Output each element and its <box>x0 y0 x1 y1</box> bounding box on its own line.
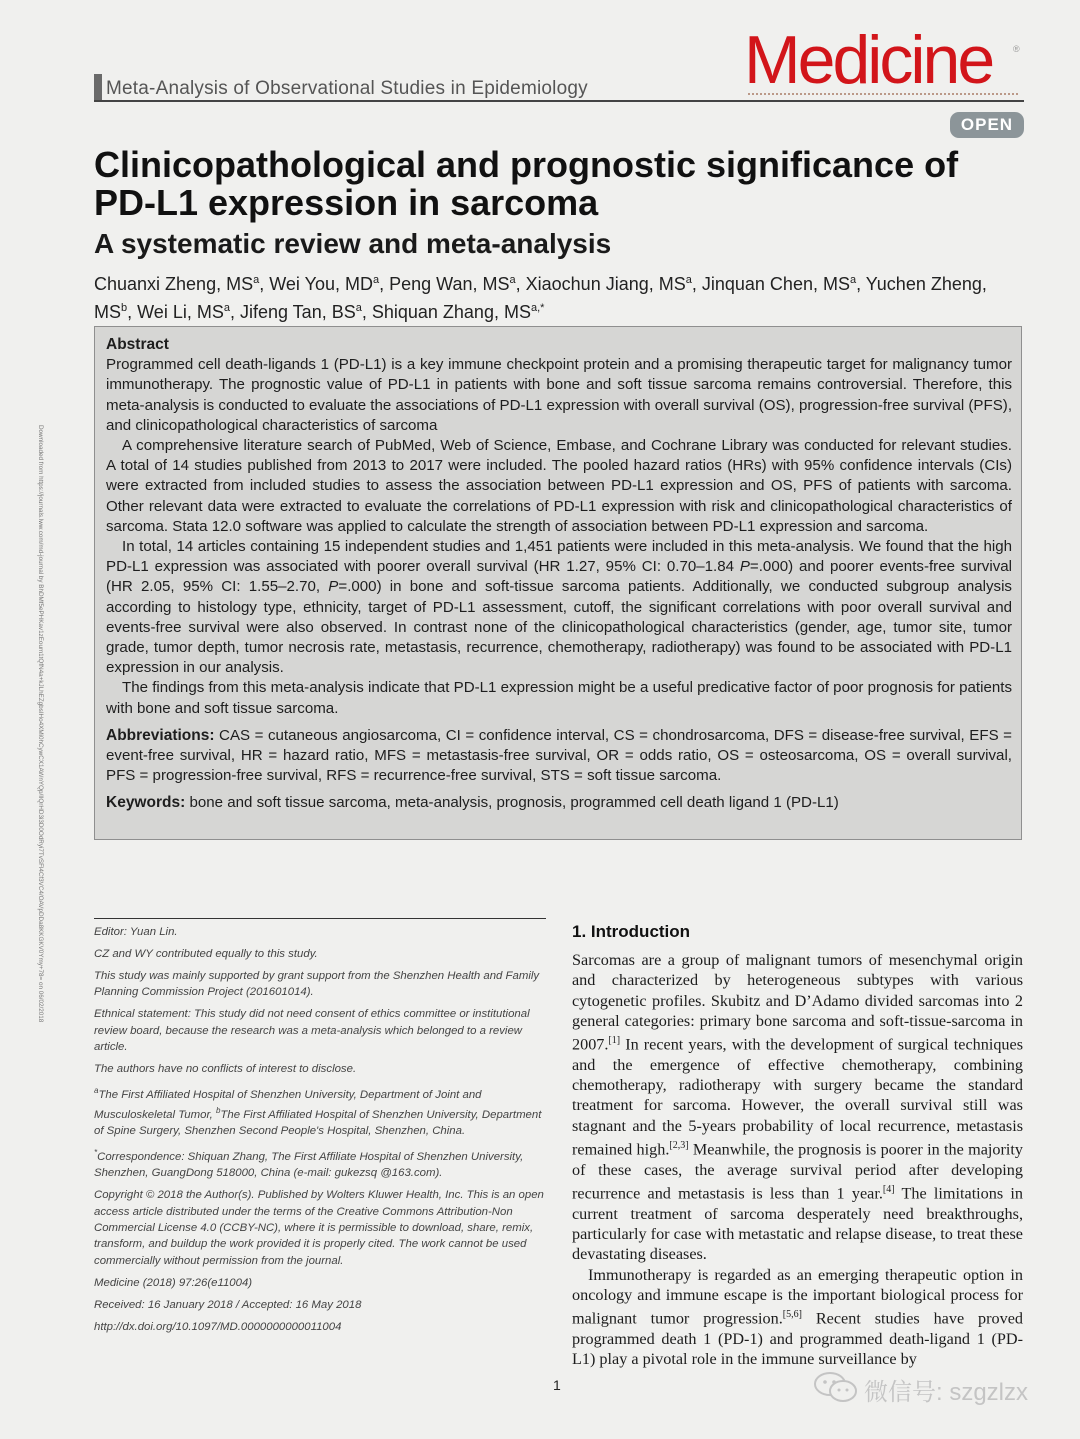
author-affiliation-mark: a <box>509 274 516 286</box>
watermark-text: 微信号: szgzlzx <box>864 1379 1029 1406</box>
editor-note: Editor: Yuan Lin. <box>94 926 178 938</box>
ethics-note: Ethnical statement: This study did not need consent of ethics committee or institutional review board, because the research was a meta-analysis which belonged to a review article. <box>94 1008 530 1053</box>
equal-contribution-note: CZ and WY contributed equally to this study. <box>94 947 318 960</box>
author-affiliation-mark: a <box>685 274 692 286</box>
author-name: Jifeng Tan, BS <box>239 302 356 322</box>
reference-link[interactable]: [4] <box>882 1184 895 1196</box>
received-accepted-dates: Received: 16 January 2018 / Accepted: 16 May 2018 <box>94 1298 362 1311</box>
author-separator: , <box>127 302 138 322</box>
affiliations: $^a$The First Affiliated Hospital of Shenzhen University, Department of Joint and Musculoskeletal Tumor, $^b$The First Affiliated Hospital of Shenzhen University, Department of Spine Surgery, Shenzhen Second People's Hospital, Shenzhen, China. <box>94 1085 542 1138</box>
intro-paragraph: Immunotherapy is regarded as an emerging therapeutic option in oncology and immune escape is the important biological process for malignant tumor progression.[5,6] Recent studies have proved programmed death 1 (PD-1) and programmed death-ligand 1 (PD-L1) play a pivotal role in the immune surveillance by <box>572 1265 1023 1369</box>
author-list <box>94 268 1024 324</box>
intro-paragraph: Sarcomas are a group of malignant tumors of mesenchymal origin and characterized by heterogeneous subtypes with various cytogenetic profiles. Skubitz and D’Adamo divided sarcomas into 2 general categories: primary bone sarcoma and soft-tissue-sarcoma in 2007.[1] In recent years, with the development of surgical techniques and the emergence of effective chemotherapy, combining chemotherapy, radiotherapy with surgery became the standard treatment for sarcoma. However, the overall survival still was stagnant and the 5-years probability of local recurrence, metastasis remained high.[2,3] Meanwhile, the prognosis is poorer in the majority of these cases, the average survival period after developing recurrence and metastasis is less than 1 year.[4] The limitations in current treatment of sarcoma desperately need breakthroughs, particularly for case with metastatic and relapse disease, to treat these devastating diseases. <box>572 951 1024 1264</box>
author-name: Shiquan Zhang, MS <box>371 302 531 322</box>
section-bar <box>94 74 102 102</box>
keywords-label: Keywords: <box>106 794 186 812</box>
author-affiliation-mark: a <box>223 302 230 314</box>
author-name: Wei You, MD <box>269 274 373 294</box>
footnote-rule <box>94 918 546 919</box>
author-separator: , <box>361 302 372 322</box>
author-separator: , <box>515 274 526 294</box>
article-subtitle: A systematic review and meta-analysis <box>94 228 612 259</box>
logo-registered-mark: ® <box>1013 44 1020 54</box>
abstract-conclusion: The findings from this meta-analysis indicate that PD-L1 expression might be a useful predicative factor of poor prognosis for patients with bone and soft tissue sarcoma. <box>106 679 1012 717</box>
doi-link[interactable]: http://dx.doi.org/10.1097/MD.0000000000011004 <box>94 1320 342 1333</box>
author-name: Wei Li, MS <box>137 302 224 322</box>
author-affiliation-mark: a <box>372 274 380 286</box>
correspondence: *Correspondence: Shiquan Zhang, The First Affiliate Hospital of Shenzhen University, Shenzhen, GuangDong 518000, China (e-mail: gukezsq @163.com). <box>94 1148 524 1180</box>
author-name: Chuanxi Zheng, MS <box>94 274 254 294</box>
reference-link[interactable]: [1] <box>608 1035 621 1047</box>
author-name: Jinquan Chen, MS <box>701 274 850 294</box>
author-affiliation-mark: a <box>253 274 260 286</box>
abstract-box <box>94 326 1022 840</box>
author-separator: , <box>229 302 240 322</box>
author-separator: , <box>379 274 390 294</box>
abstract-heading: Abstract <box>106 336 169 353</box>
abstract-results: In total, 14 articles containing 15 independent studies and 1,451 patients were included in this meta-analysis. We found that the high PD-L1 expression was associated with poorer overall survival (HR 1.27, 95% CI: 0.70–1.84 P=.000) and poorer events-free survival (HR 2.05, 95% CI: 1.55–2.70, P=.000) in bone and soft-tissue sarcoma patients. Additionally, we conducted subgroup analysis according to histology type, ethnicity, target of PD-L1 assessment, cutoff, the significant correlations with poor overall survival and events-free survival were also observed. In contrast none of the clinicopathological characteristics (gender, age, tumor site, tumor grade, tumor depth, tumor necrosis rate, metastasis, recurrence, chemotherapy, radiotherapy) was found to be associated with PD-L1 expression in our analysis. <box>106 538 1012 677</box>
author-name: Yuchen Zheng, MS <box>94 274 987 322</box>
conflict-note: The authors have no conflicts of interest to disclose. <box>94 1062 357 1075</box>
author-affiliation-mark: a <box>355 302 362 314</box>
page-number: 1 <box>553 1377 561 1393</box>
wechat-watermark <box>812 1370 1029 1406</box>
header-rule <box>94 100 1024 102</box>
author-separator: , <box>691 274 702 294</box>
author-name: Xiaochun Jiang, MS <box>525 274 686 294</box>
download-note-strip <box>30 425 46 1125</box>
author-affiliation-mark: b <box>121 302 128 314</box>
author-affiliation-mark: a,* <box>530 302 545 314</box>
footnotes <box>94 924 546 1340</box>
download-note: Downloaded from https://journals.lww.com/md-journal by BhDMf5ePHKav1zEoum1tQfN4a+kJLhEZgbsIHo4XMi0hCywCX1AWnYQp/IlQrHD3i3D0OdRyi7TvSFl4Cf3VC4/OAVpDDa8KKGKV0Ymy+78= on 06/02/2018 <box>37 425 44 1023</box>
abstract-background: Programmed cell death-ligands 1 (PD-L1) is a key immune checkpoint protein and a promising therapeutic target for malignancy tumor immunotherapy. The prognostic value of PD-L1 in patients with bone and soft tissue sarcoma remains controversial. Therefore, this meta-analysis is conducted to evaluate the associations of PD-L1 expression with overall survival (OS), progression-free survival (PFS), and clinicopathological characteristics of sarcoma <box>106 356 1013 434</box>
author-separator: , <box>259 274 270 294</box>
wechat-icon <box>812 1370 860 1404</box>
introduction-body <box>572 950 1023 1370</box>
abbreviations: Abbreviations: CAS = cutaneous angiosarcoma, CI = confidence interval, CS = chondrosarcoma, DFS = disease-free survival, EFS = event-free survival, HR = hazard ratio, MFS = metastasis-free survival, OR = odds ratio, OS = osteosarcoma, OS = overall survival, PFS = progression-free survival, RFS = recurrence-free survival, STS = soft tissue sarcoma. <box>106 726 1012 785</box>
abbreviations-label: Abbreviations: <box>106 726 215 744</box>
author-name: Peng Wan, MS <box>389 274 510 294</box>
journal-logo: Medicine <box>744 22 993 98</box>
reference-link[interactable]: [2,3] <box>669 1140 689 1152</box>
author-affiliation-mark: a <box>849 274 857 286</box>
author-separator: , <box>856 274 866 294</box>
reference-link[interactable]: [5,6] <box>782 1309 802 1321</box>
section-title: Meta-Analysis of Observational Studies in Epidemiology <box>106 78 588 99</box>
citation: Medicine (2018) 97:26(e11004) <box>94 1276 253 1289</box>
keywords: Keywords: bone and soft tissue sarcoma, meta-analysis, prognosis, programmed cell death ligand 1 (PD-L1) <box>106 794 839 812</box>
funding-note: This study was mainly supported by grant support from the Shenzhen Health and Family Planning Commission Project (201601014). <box>94 969 540 999</box>
article-title: Clinicopathological and prognostic significance of PD-L1 expression in sarcoma <box>94 144 959 223</box>
abstract-methods: A comprehensive literature search of PubMed, Web of Science, Embase, and Cochrane Library was conducted for relevant studies. A total of 14 studies published from 2013 to 2017 were included. The pooled hazard ratios (HRs) with 95% confidence intervals (CIs) were extracted from included studies to assess the association between PD-L1 expression and OS, PFS of patients with sarcoma. Other relevant data were extracted to evaluate the correlations of PD-L1 expression with risk and clinicopathological characteristics of sarcoma. Stata 12.0 software was applied to calculate the strength of association between PD-L1 expression and sarcoma. <box>106 437 1012 535</box>
introduction-heading: 1. Introduction <box>572 922 691 941</box>
open-access-badge: OPEN <box>950 112 1024 138</box>
copyright-note: Copyright © 2018 the Author(s). Published by Wolters Kluwer Health, Inc. This is an open access article distributed under the terms of the Creative Commons Attribution-Non Commercial License 4.0 (CCBY-NC), where it is permissible to download, share, remix, transform, and buildup the work provided it is properly cited. The work cannot be used commercially without permission from the journal. <box>94 1189 544 1267</box>
